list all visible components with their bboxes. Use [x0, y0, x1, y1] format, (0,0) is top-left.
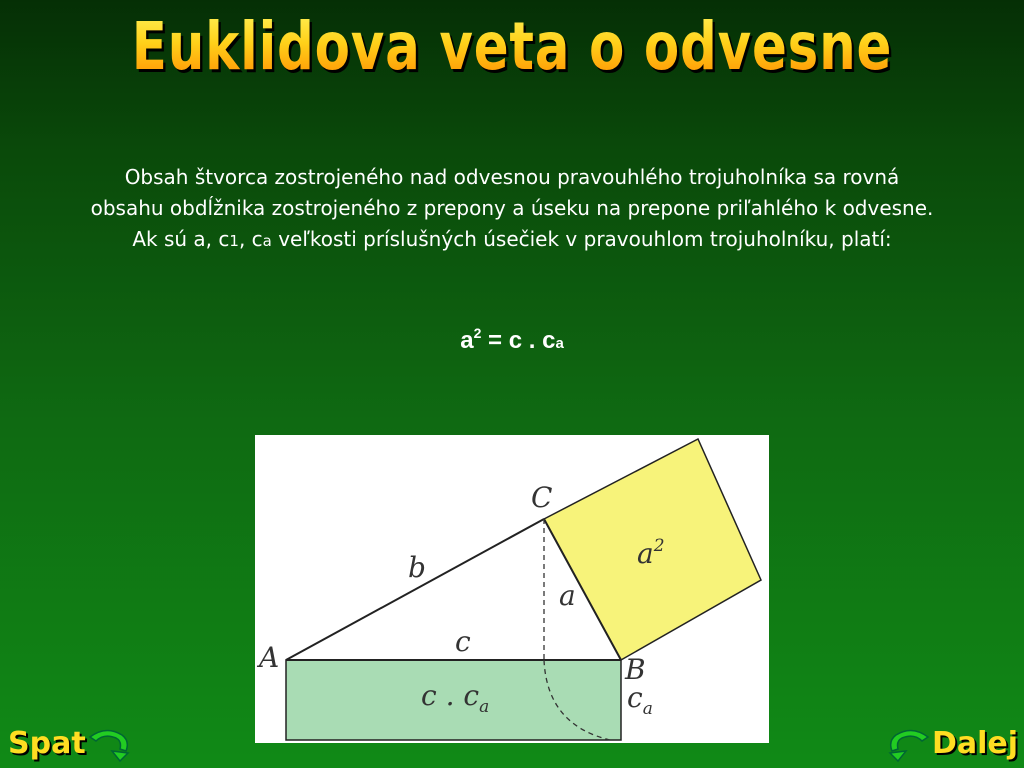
next-label: Dalej: [931, 725, 1018, 761]
ca-label-sub: a: [642, 699, 653, 719]
ca-letter: c: [251, 227, 263, 251]
rect-label-sub: a: [479, 697, 490, 717]
separator: ,: [238, 227, 252, 251]
theorem-text-main: Obsah štvorca zostrojeného nad odvesnou pravouhlého trojuholníka sa rovná obsahu obdĺžnika zostrojeného z prepony a úseku na prepone priľahlého k odvesne. Ak sú a,: [90, 165, 934, 251]
next-arrow-icon: [888, 723, 932, 763]
triangle-diagram: [255, 435, 769, 743]
square-label-base: a: [637, 537, 654, 570]
formula-exponent: 2: [473, 325, 482, 341]
side-b: [286, 519, 544, 660]
label-C: C: [531, 481, 553, 514]
back-label: Spat: [8, 725, 86, 761]
formula-middle: = c . c: [481, 327, 556, 354]
rect-label-main: c . c: [421, 679, 480, 712]
label-rect: [421, 679, 489, 717]
formula-base: a: [460, 327, 474, 354]
label-ca: [627, 681, 653, 719]
triangle-figure: [255, 435, 769, 743]
label-c: c: [455, 625, 471, 658]
label-A: A: [259, 641, 280, 674]
next-button[interactable]: [888, 720, 1018, 766]
slide-title: Euklidova veta o odvesne: [113, 8, 912, 85]
label-a: a: [559, 579, 576, 612]
ca-label-c: c: [627, 681, 643, 714]
label-b: b: [408, 551, 426, 584]
back-button[interactable]: [8, 720, 130, 766]
ca-subscript: a: [262, 232, 272, 250]
theorem-text-tail: veľkosti príslušných úsečiek v pravouhlom trojuholníku, platí:: [271, 227, 892, 251]
c1-letter: c: [218, 227, 230, 251]
c1-subscript: 1: [229, 232, 239, 250]
theorem-text: [90, 162, 934, 257]
label-B: B: [625, 653, 646, 686]
square-label-exp: 2: [653, 536, 665, 556]
formula-subscript: a: [555, 335, 564, 352]
back-arrow-icon: [86, 723, 130, 763]
formula: [0, 325, 1024, 355]
